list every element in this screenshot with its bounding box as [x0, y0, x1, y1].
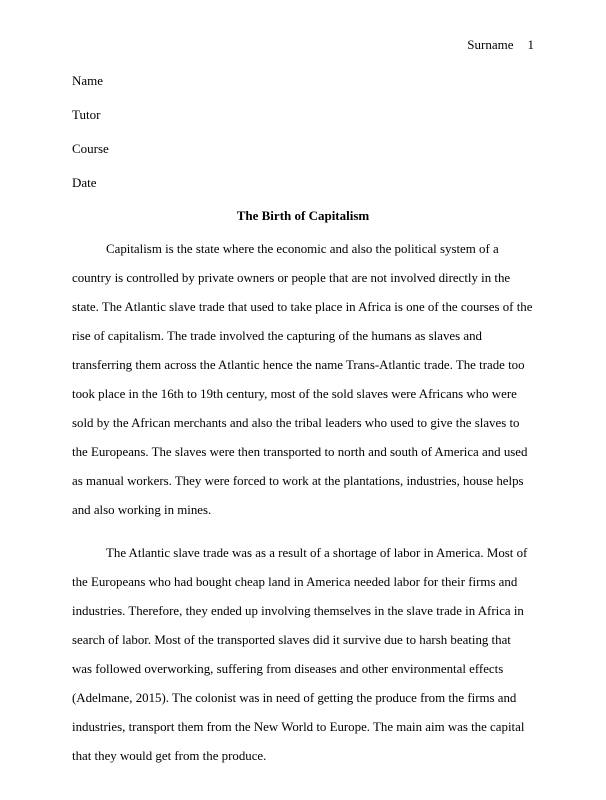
- document-title: The Birth of Capitalism: [236, 208, 370, 223]
- running-header: [467, 37, 534, 53]
- heading-course: Course: [72, 141, 109, 156]
- heading-name: Name: [72, 73, 104, 88]
- student-heading: [72, 72, 109, 208]
- heading-date: Date: [72, 175, 97, 190]
- header-surname: Surname: [467, 37, 514, 52]
- body-paragraph: Capitalism is the state where the economic and also the political system of a country is controlled by private owners or people that are not involved directly in the state. The Atlantic slave trade that used to take place in Africa is one of the courses of the rise of capitalism. The trade involved the capturing of the humans as slaves and transferring them across the Atlantic hence the name Trans-Atlantic trade. The trade too took place in the 16th to 19th century, most of the sold slaves were Africans who were sold by the African merchants and also the tribal leaders who used to give the slaves to the Europeans. The slaves were then transported to north and south of America and used as manual workers. They were forced to work at the plantations, industries, house helps and also working in mines.: [72, 242, 533, 517]
- heading-tutor: Tutor: [72, 107, 101, 122]
- document-body: [72, 235, 534, 785]
- body-paragraph: The Atlantic slave trade was as a result of a shortage of labor in America. Most of the Europeans who had bought cheap land in America needed labor for their firms and industries. Therefore, they ended up involving themselves in the slave trade in Africa in search of labor. Most of the transported slaves did it survive due to harsh beating that was followed overworking, suffering from diseases and other environmental effects (Adelmane, 2015). The colonist was in need of getting the produce from the firms and industries, transport them from the New World to Europe. The main aim was the capital that they would get from the produce.: [72, 546, 528, 763]
- page-number: 1: [527, 37, 534, 52]
